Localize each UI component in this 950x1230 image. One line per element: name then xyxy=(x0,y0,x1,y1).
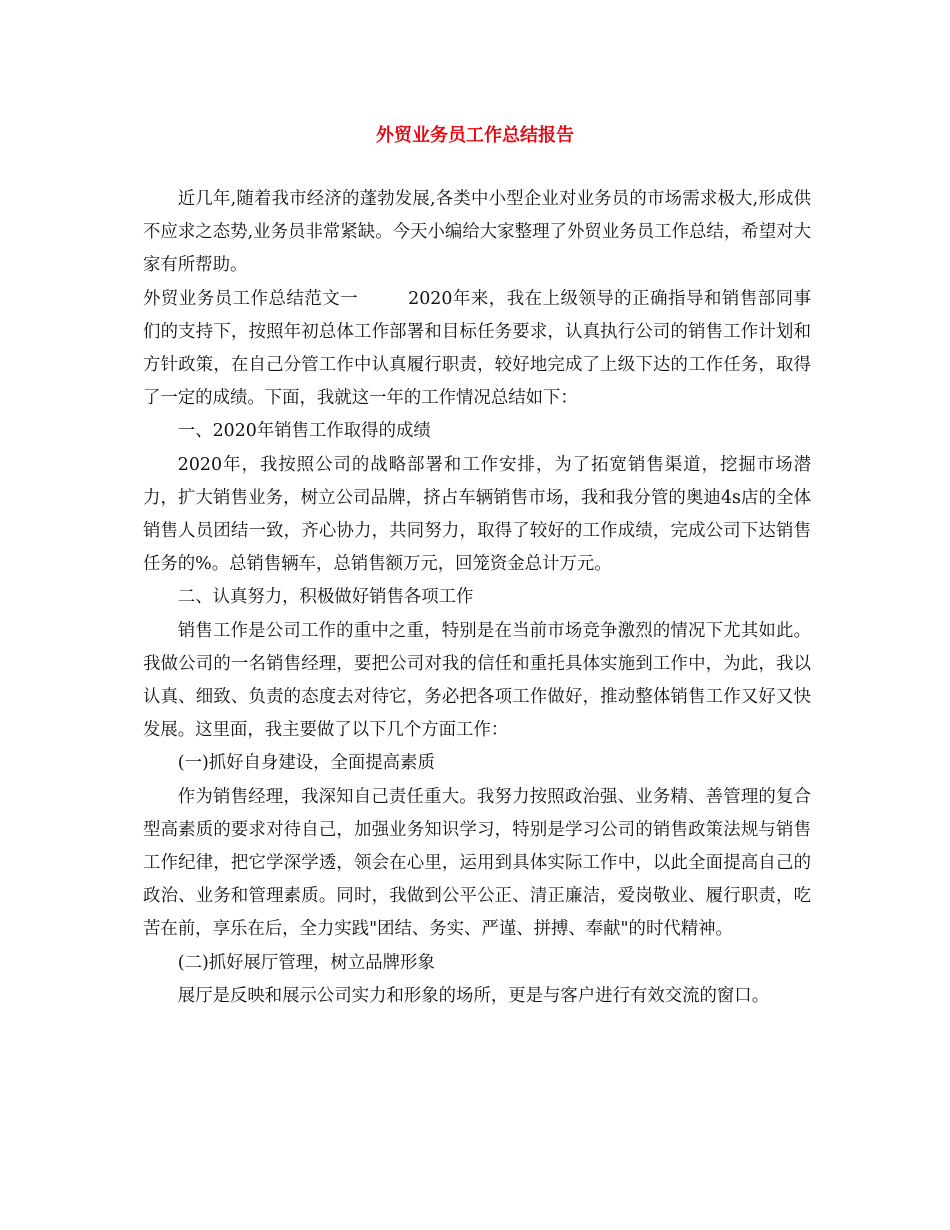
sample-label: 外贸业务员工作总结范文一 xyxy=(143,288,359,309)
intro-paragraph: 近几年,随着我市经济的蓬勃发展,各类中小型企业对业务员的市场需求极大,形成供不应求之态势,业务员非常紧缺。今天小编给大家整理了外贸业务员工作总结，希望对大家有所帮助。 xyxy=(143,189,811,276)
sample-paragraph xyxy=(143,283,811,416)
subsection-heading-2: (二)抓好展厅管理，树立品牌形象 xyxy=(177,952,435,973)
section-heading-2: 二、认真努力，积极做好销售各项工作 xyxy=(177,587,474,608)
sample-text: 2020年来，我在上级领导的正确指导和销售部同事们的支持下，按照年初总体工作部署和目标任务要求，认真执行公司的销售工作计划和方针政策，在自己分管工作中认真履行职责，较好地完成了上级下达的工作任务，取得了一定的成绩。下面，我就这一年的工作情况总结如下： xyxy=(143,288,811,409)
subsection-paragraph-1: 作为销售经理，我深知自己责任重大。我努力按照政治强、业务精、善管理的复合型高素质的要求对待自己，加强业务知识学习，特别是学习公司的销售政策法规与销售工作纪律，把它学深学透，领会在心里，运用到具体实际工作中，以此全面提高自己的政治、业务和管理素质。同时，我做到公平公正、清正廉洁，爱岗敬业、履行职责，吃苦在前，享乐在后，全力实践"团结、务实、严谨、拼搏、奉献"的时代精神。 xyxy=(143,786,811,940)
document-body xyxy=(143,183,811,1013)
subsection-paragraph-2: 展厅是反映和展示公司实力和形象的场所，更是与客户进行有效交流的窗口。 xyxy=(177,985,770,1006)
section-heading-1: 一、2020年销售工作取得的成绩 xyxy=(177,421,431,442)
section-paragraph-1: 2020年，我按照公司的战略部署和工作安排，为了拓宽销售渠道，挖掘市场潜力，扩大销售业务，树立公司品牌，挤占车辆销售市场，我和我分管的奥迪4s店的全体销售人员团结一致，齐心协力，共同努力，取得了较好的工作成绩，完成公司下达销售任务的%。总销售辆车，总销售额万元，回笼资金总计万元。 xyxy=(143,454,811,575)
section-paragraph-2: 销售工作是公司工作的重中之重，特别是在当前市场竞争激烈的情况下尤其如此。我做公司的一名销售经理，要把公司对我的信任和重托具体实施到工作中，为此，我以认真、细致、负责的态度去对待它，务必把各项工作做好，推动整体销售工作又好又快发展。这里面，我主要做了以下几个方面工作： xyxy=(143,620,811,741)
subsection-heading-1: (一)抓好自身建设，全面提高素质 xyxy=(177,753,435,774)
document-title: 外贸业务员工作总结报告 xyxy=(376,125,574,146)
